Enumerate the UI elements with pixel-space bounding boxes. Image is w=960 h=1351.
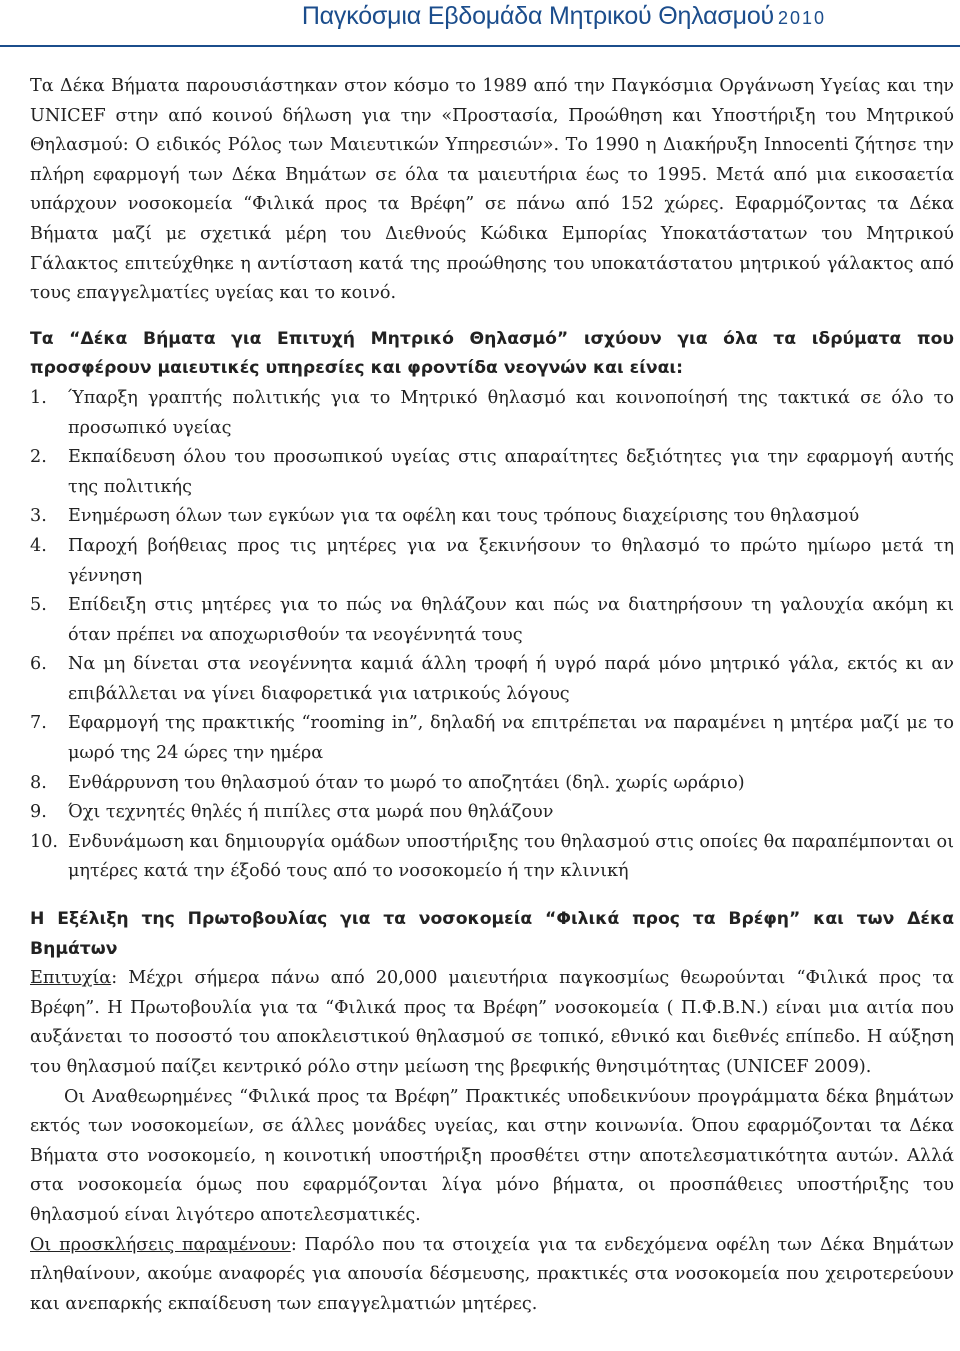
success-text: : Μέχρι σήμερα πάνω από 20,000 μαιευτήρια παγκοσμίως θεωρούνται “Φιλικά προς τα Βρέφη”. Η Πρωτοβουλία για τα “Φιλικά προς τα Βρέφη” νοσοκομεία ( Π.Φ.Β.Ν.) είναι μια αιτία που αυξάνεται το ποσοστό του αποκλειστικού θηλασμού σε τοπικό, εθνικό και διεθνές επίπεδο. Η αύξηση του θηλασμού παίζει κεντρικό ρόλο στην μείωση της βρεφικής θνησιμότητας (UNICEF 2009).: [30, 968, 954, 1077]
header-divider: [0, 45, 960, 47]
steps-intro-heading: Τα “Δέκα Βήματα για Επιτυχή Μητρικό Θηλασμό” ισχύουν για όλα τα ιδρύματα που προσφέρουν μαιευτικές υπηρεσίες και φροντίδα νεογνών και είναι:: [30, 328, 954, 379]
step-number: 8.: [30, 772, 47, 793]
evolution-heading: Η Εξέλιξη της Πρωτοβουλίας για τα νοσοκομεία “Φιλικά προς τα Βρέφη” και των Δέκα Βημάτων: [30, 909, 954, 959]
list-item: [30, 591, 954, 650]
step-number: 5.: [30, 595, 47, 616]
step-number: 2.: [30, 447, 47, 468]
challenges-paragraph: [30, 1231, 954, 1320]
step-number: 1.: [30, 387, 47, 408]
intro-paragraph: Τα Δέκα Βήματα παρουσιάστηκαν στον κόσμο το 1989 από την Παγκόσμια Οργάνωση Υγείας και την UNICEF στην από κοινού δήλωση για την «Προστασία, Προώθηση και Υποστήριξη του Μητρικού Θηλασμού: Ο ειδικός Ρόλος των Μαιευτικών Υπηρεσιών». Το 1990 η Διακήρυξη Innocenti ζήτησε την πλήρη εφαρμογή των Δέκα Βημάτων σε όλα τα μαιευτήρια έως το 1995. Μετά από μια εικοσαετία υπάρχουν νοσοκομεία “Φιλικά προς τα Βρέφη” σε πάνω από 152 χώρες. Εφαρμόζοντας τα Δέκα Βήματα μαζί με σχετικά μέρη του Διεθνούς Κώδικα Εμπορίας Υποκατάστατων του Μητρικού Γάλακτος επιτεύχθηκε η αντίσταση κατά της προώθησης του υποκατάστατου μητρικού γάλακτος από τους επαγγελματίες υγείας και το κοινό.: [30, 76, 954, 304]
step-text: Ενημέρωση όλων των εγκύων για τα οφέλη και τους τρόπους διαχείρισης του θηλασμού: [68, 506, 860, 527]
list-item: [30, 769, 954, 799]
step-text: Εκπαίδευση όλου του προσωπικού υγείας στις απαραίτητες δεξιότητες για την εφαρμογή αυτής της πολιτικής: [68, 447, 954, 497]
step-text: Εφαρμογή της πρακτικής “rooming in”, δηλαδή να επιτρέπεται να παραμένει η μητέρα μαζί με το μωρό της 24 ώρες την ημέρα: [68, 713, 954, 764]
challenges-text: : Παρόλο που τα στοιχεία για τα ενδεχόμενα οφέλη των Δέκα Βημάτων πληθαίνουν, ακούμε αναφορές για απουσία δέσμευσης, πρακτικές στα νοσοκομεία που χειροτερεύουν και ανεπαρκής εκπαίδευση των επαγγελματιών μητέρες.: [30, 1234, 954, 1314]
list-item: [30, 384, 954, 443]
document-body: [30, 72, 954, 1319]
step-number: 7.: [30, 713, 47, 734]
step-text: Επίδειξη στις μητέρες για το πώς να θηλάζουν και πώς να διατηρήσουν τη γαλουχία ακόμη κι όταν πρέπει να αποχωρισθούν τα νεογέννητά τους: [68, 595, 954, 645]
step-number: 4.: [30, 535, 47, 556]
step-number: 9.: [30, 802, 47, 823]
list-item: [30, 650, 954, 709]
step-text: Ενδυνάμωση και δημιουργία ομάδων υποστήριξης του θηλασμού στις οποίες θα παραπέμπονται οι μητέρες κατά την έξοδό τους από το νοσοκομείο ή την κλινική: [68, 831, 954, 882]
step-number: 10.: [30, 831, 58, 852]
list-item: [30, 828, 954, 887]
list-item: [30, 443, 954, 502]
step-text: Ενθάρρυνση του θηλασμού όταν το μωρό το αποζητάει (δηλ. χωρίς ωράριο): [68, 772, 745, 793]
challenges-label: Οι προσκλήσεις παραμένουν: [30, 1234, 291, 1255]
step-text: Παροχή βοήθειας προς τις μητέρες για να ξεκινήσουν το θηλασμό το πρώτο ημίωρο μετά τη γέννηση: [68, 535, 954, 586]
step-number: 6.: [30, 654, 47, 675]
success-label: Επιτυχία: [30, 968, 112, 989]
step-text: Να μη δίνεται στα νεογέννητα καμιά άλλη τροφή ή υγρό παρά μόνο μητρικό γάλα, εκτός κι αν επιβάλλεται να γίνει διαφορετικά για ιατρικούς λόγους: [68, 654, 954, 704]
list-item: [30, 532, 954, 591]
list-item: [30, 709, 954, 768]
step-number: 3.: [30, 506, 47, 527]
list-item: [30, 502, 954, 532]
revised-practices-paragraph: Οι Αναθεωρημένες “Φιλικά προς τα Βρέφη” Πρακτικές υποδεικνύουν προγράμματα δέκα βημάτων εκτός των νοσοκομείων, σε άλλες μονάδες υγείας, και στην κοινωνία. Όπου εφαρμόζονται τα Δέκα Βήματα στο νοσοκομείο, η κοινοτική υποστήριξη προσθέτει στην αποτελεσματικότητα αυτών. Αλλά στα νοσοκομεία όμως που εφαρμόζονται λίγα μόνο βήματα, οι προσπάθειες υποστήριξης του θηλασμού είναι λιγότερο αποτελεσματικές.: [30, 1086, 954, 1225]
step-text: Ύπαρξη γραπτής πολιτικής για το Μητρικό θηλασμό και κοινοποίησή της τακτικά σε όλο το προσωπικό υγείας: [68, 387, 954, 438]
page-header: [0, 0, 960, 46]
success-paragraph: [30, 964, 954, 1082]
ten-steps-list: [30, 384, 954, 887]
list-item: [30, 798, 954, 828]
header-year: 2010: [778, 8, 827, 28]
header-title: Παγκόσμια Εβδομάδα Μητρικού Θηλασμού: [301, 2, 774, 30]
step-text: Όχι τεχνητές θηλές ή πιπίλες στα μωρά που θηλάζουν: [68, 802, 554, 823]
